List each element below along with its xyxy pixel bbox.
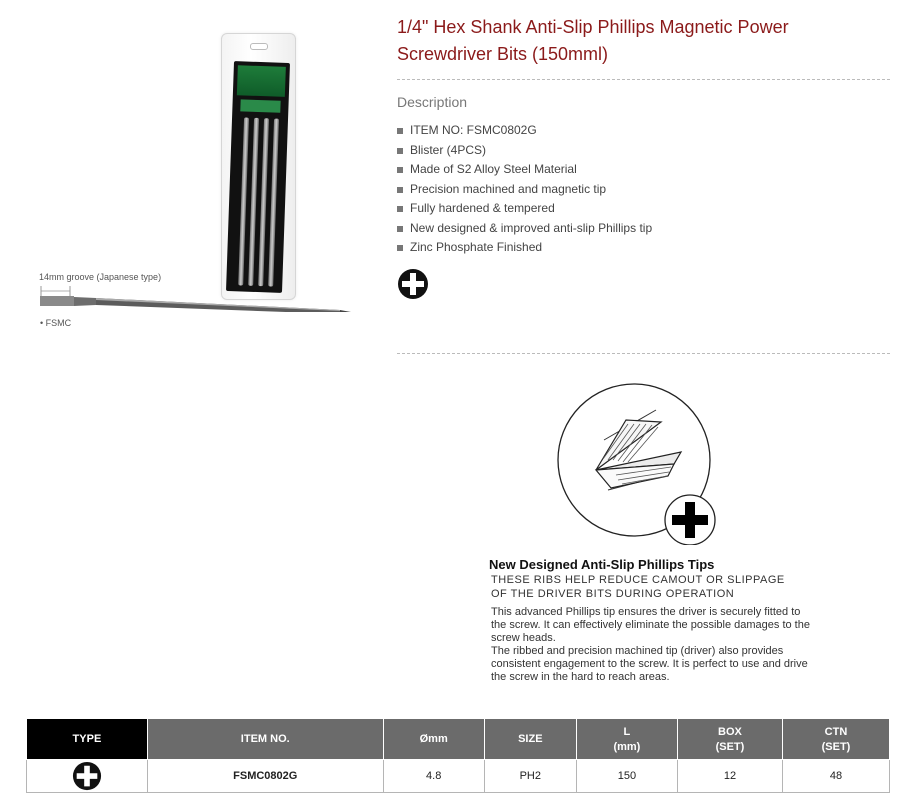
header-item-no: ITEM NO.	[147, 719, 383, 760]
bit-image	[268, 119, 279, 287]
header-ctn-label: CTN	[824, 725, 848, 738]
list-item: Fully hardened & tempered	[397, 199, 652, 219]
phillips-icon	[72, 761, 102, 791]
list-item: Zinc Phosphate Finished	[397, 238, 652, 258]
subtitle-line: THESE RIBS HELP REDUCE CAMOUT OR SLIPPAGE	[491, 574, 785, 586]
cell-box: 12	[677, 760, 782, 793]
bit-image	[248, 118, 259, 286]
header-box-label: BOX	[718, 725, 742, 738]
fsmc-caption: • FSMC	[40, 318, 72, 328]
hang-hole	[250, 43, 268, 50]
size-label	[240, 99, 280, 112]
phillips-icon	[397, 268, 429, 300]
cell-item-no: FSMC0802G	[147, 760, 383, 793]
diagram-description	[491, 606, 811, 684]
list-item: Precision machined and magnetic tip	[397, 180, 652, 200]
description-heading: Description	[397, 94, 468, 110]
spec-table	[26, 718, 890, 793]
blister-pack-image	[221, 33, 296, 300]
diagram-subtitle	[491, 573, 811, 601]
phillips-tip-diagram	[556, 380, 721, 545]
table-row	[27, 760, 890, 793]
cell-ctn: 48	[782, 760, 889, 793]
header-type: TYPE	[27, 719, 148, 760]
product-title: 1/4" Hex Shank Anti-Slip Phillips Magnetic Power Screwdriver Bits (150mml)	[397, 17, 789, 64]
header-box	[677, 719, 782, 760]
cell-type	[27, 760, 148, 793]
divider	[397, 353, 890, 354]
subtitle-line: OF THE DRIVER BITS DURING OPERATION	[491, 588, 735, 600]
list-item: Blister (4PCS)	[397, 141, 652, 161]
cell-diameter: 4.8	[383, 760, 484, 793]
header-diameter: Ømm	[383, 719, 484, 760]
diagram-paragraph: The ribbed and precision machined tip (driver) also provides consistent engagement to the screw. It is perfect to use and drive the screw in the hard to reach areas.	[491, 645, 808, 683]
header-length-unit: (mm)	[613, 740, 641, 753]
header-size: SIZE	[484, 719, 576, 760]
header-ctn	[782, 719, 889, 760]
bit-image	[258, 118, 269, 286]
list-item: Made of S2 Alloy Steel Material	[397, 160, 652, 180]
header-length	[576, 719, 677, 760]
groove-caption: 14mm groove (Japanese type)	[39, 272, 162, 282]
diagram-paragraph: This advanced Phillips tip ensures the driver is securely fitted to the screw. It can effectively eliminate the possible damages to the screw heads.	[491, 606, 810, 644]
diagram-title: New Designed Anti-Slip Phillips Tips	[489, 557, 715, 572]
feature-list	[397, 121, 652, 258]
list-item: New designed & improved anti-slip Phillips tip	[397, 219, 652, 239]
bit-image	[238, 117, 249, 285]
list-item: ITEM NO: FSMC0802G	[397, 121, 652, 141]
cell-length: 150	[576, 760, 677, 793]
cell-size: PH2	[484, 760, 576, 793]
header-box-unit: (SET)	[715, 740, 745, 753]
brand-label	[237, 65, 286, 97]
table-header-row	[27, 719, 890, 760]
blister-card	[226, 61, 290, 293]
long-bit-image	[40, 284, 363, 312]
divider	[397, 79, 890, 80]
header-length-label: L	[623, 725, 631, 738]
header-ctn-unit: (SET)	[821, 740, 851, 753]
